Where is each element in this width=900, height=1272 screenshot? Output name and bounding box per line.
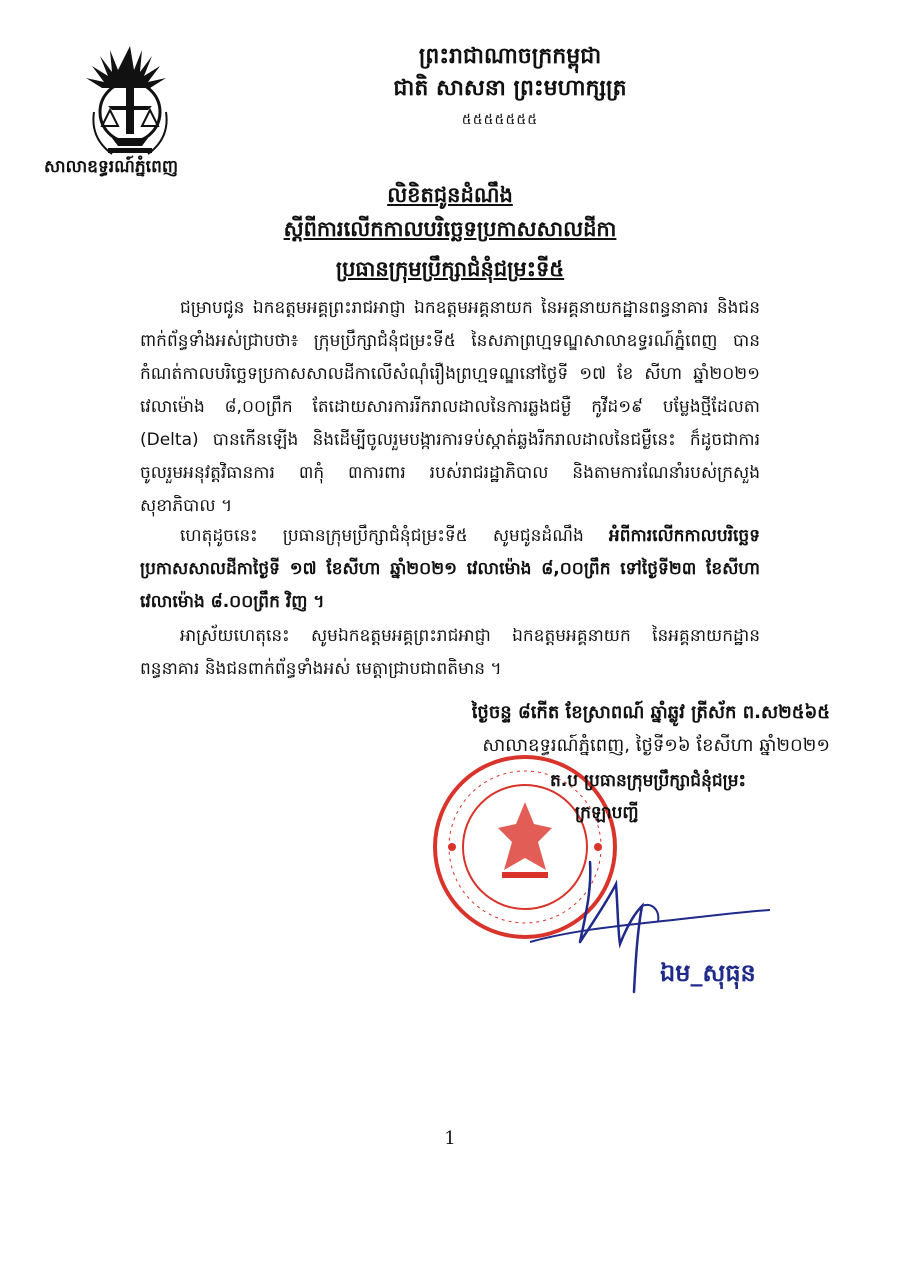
paragraph-2-intro: ហេតុដូចនេះ ប្រធានក្រុមប្រឹក្សាជំនុំជម្រះទី៥ សូមជូនដំណឹង xyxy=(180,526,584,546)
national-motto: ជាតិ សាសនា ព្រះមហាក្សត្រ xyxy=(393,76,627,101)
document-subject: ស្តីពីការលើកកាលបរិច្ឆេទប្រកាសសាលដីកា xyxy=(283,217,617,241)
paragraph-2-emphasis: អំពីការលើកកាលបរិច្ឆេទប្រកាសសាលដីកាថ្ងៃទី ១៧ ខែសីហា ឆ្នាំ២០២១ វេលាម៉ោង ៨,០០ព្រឹក ទៅថ្ងៃទី២៣ ខែសីហា វេលាម៉ោង ៨.០០ព្រឹក វិញ ។ xyxy=(140,526,760,612)
page-number: 1 xyxy=(444,1128,456,1149)
signature-on-behalf: ត.ប ប្រធានក្រុមប្រឹក្សាជំនុំជម្រះ xyxy=(550,771,746,791)
signer-name: ឯម_សុធុន xyxy=(660,959,756,987)
document-title: លិខិតជូនដំណឹង xyxy=(387,183,513,207)
body-paragraph-2 xyxy=(140,520,760,619)
lunar-date: ថ្ងៃចន្ទ ៨កើត ខែស្រាពណ៍ ឆ្នាំឆ្លូវ ត្រីស័ក ព.ស២៥៦៥ xyxy=(471,702,830,723)
header-ornament: ៥៥៥៥៥៥៥ xyxy=(461,112,539,128)
issuer-heading: ប្រធានក្រុមប្រឹក្សាជំនុំជម្រះទី៥ xyxy=(335,257,565,281)
organization-name: សាលាឧទ្ធរណ៍ភ្នំពេញ xyxy=(44,157,179,177)
kingdom-heading: ព្រះរាជាណាចក្រកម្ពុជា xyxy=(418,44,602,69)
court-emblem-logo xyxy=(82,42,178,160)
place-and-date: សាលាឧទ្ធរណ៍ភ្នំពេញ, ថ្ងៃទី១៦ ខែសីហា ឆ្នាំ២០២១ xyxy=(482,735,830,756)
signature-role: ក្រឡាបញ្ជី xyxy=(575,803,639,823)
body-paragraph-1: ជម្រាបជូន ឯកឧត្តមអគ្គព្រះរាជអាជ្ញា ឯកឧត្តមអគ្គនាយក នៃអគ្គនាយកដ្ឋានពន្ធនាគារ និងជនពាក់ព័ន្ធទាំងអស់ជ្រាបថា៖ ក្រុមប្រឹក្សាជំនុំជម្រះទី៥ នៃសភាព្រហ្មទណ្ឌសាលាឧទ្ធរណ៍ភ្នំពេញ បានកំណត់កាលបរិច្ឆេទប្រកាសសាលដីកាលើសំណុំរឿងព្រហ្មទណ្ឌនៅថ្ងៃទី ១៧ ខែ សីហា ឆ្នាំ២០២១ វេលាម៉ោង ៨,០០ព្រឹក តែដោយសារការរីករាលដាលនៃការឆ្លងជម្ងឺ កូវីដ១៩ បម្លែងថ្មីដែលតា (Delta) បានកើនឡើង និងដើម្បីចូលរួមបង្ការការទប់ស្កាត់ឆ្លងរីករាលដាលនៃជម្ងឺនេះ ក៏ដូចជាការចូលរួមអនុវត្តវិធានការ ៣កុំ ៣ការពារ របស់រាជរដ្ឋាភិបាល និងតាមការណែនាំរបស់ក្រសួងសុខាភិបាល ។ xyxy=(140,298,760,516)
body-paragraph-3: អាស្រ័យហេតុនេះ សូមឯកឧត្តមអគ្គព្រះរាជអាជ្ញា ឯកឧត្តមអគ្គនាយក នៃអគ្គនាយកដ្ឋានពន្ធនាគារ និងជនពាក់ព័ន្ធទាំងអស់ មេត្តាជ្រាបជាពតិមាន ។ xyxy=(140,626,760,679)
